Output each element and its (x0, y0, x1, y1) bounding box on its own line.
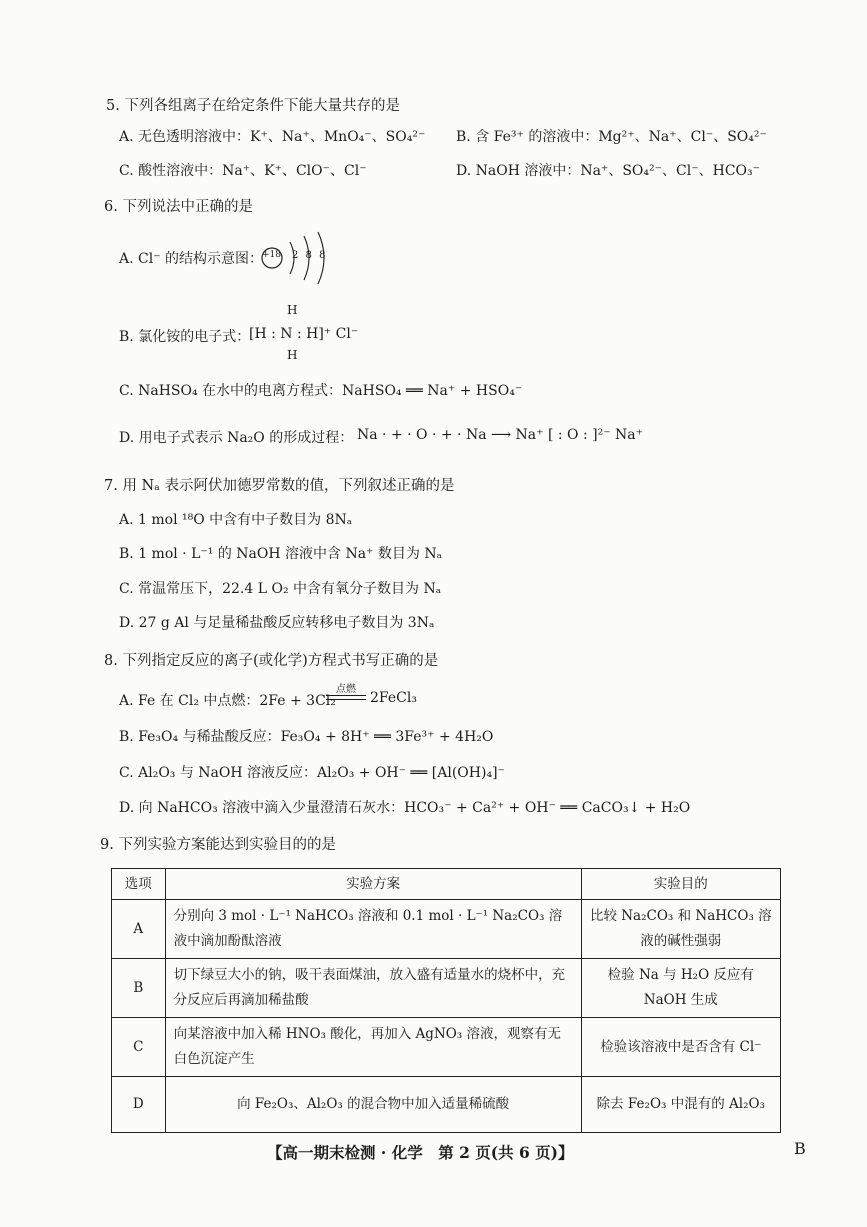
row-option: C (112, 1018, 166, 1077)
nucleus-charge: +18 (262, 250, 281, 260)
table-row (112, 900, 781, 959)
q5-option-b: B. 含 Fe³⁺ 的溶液中：Mg²⁺、Na⁺、Cl⁻、SO₄²⁻ (456, 129, 767, 145)
row-purpose: 检验该溶液中是否含有 Cl⁻ (581, 1018, 780, 1077)
q8-stem: 8. 下列指定反应的离子(或化学)方程式书写正确的是 (104, 653, 439, 669)
q7-option-a: A. 1 mol ¹⁸O 中含有中子数目为 8Nₐ (119, 512, 353, 528)
q5-option-d: D. NaOH 溶液中：Na⁺、SO₄²⁻、Cl⁻、HCO₃⁻ (456, 163, 761, 179)
q7-option-b: B. 1 mol · L⁻¹ 的 NaOH 溶液中含 Na⁺ 数目为 Nₐ (119, 546, 442, 562)
reaction-equals-bottom (326, 699, 366, 700)
q8-option-c: C. Al₂O₃ 与 NaOH 溶液反应：Al₂O₃ + OH⁻ ══ [Al(OH)₄]⁻ (119, 765, 505, 781)
header-purpose: 实验目的 (581, 869, 780, 900)
q6-option-a-label: A. Cl⁻ 的结构示意图： (119, 251, 264, 267)
table-row (112, 959, 781, 1018)
row-purpose: 除去 Fe₂O₃ 中混有的 Al₂O₃ (581, 1077, 780, 1133)
q9-stem: 9. 下列实验方案能达到实验目的的是 (100, 837, 336, 853)
reaction-condition: 点燃 (336, 684, 356, 695)
q6-stem: 6. 下列说法中正确的是 (104, 199, 253, 215)
q8-option-b: B. Fe₃O₄ 与稀盐酸反应：Fe₃O₄ + 8H⁺ ══ 3Fe³⁺ + 4H₂O (119, 729, 494, 745)
q5-option-a: A. 无色透明溶液中：K⁺、Na⁺、MnO₄⁻、SO₄²⁻ (119, 129, 426, 145)
header-option: 选项 (112, 869, 166, 900)
row-option: B (112, 959, 166, 1018)
q7-stem: 7. 用 Nₐ 表示阿伏加德罗常数的值，下列叙述正确的是 (104, 478, 455, 494)
header-plan: 实验方案 (165, 869, 581, 900)
row-option: A (112, 900, 166, 959)
q8-option-a-right: 2FeCl₃ (370, 690, 417, 706)
sodium-oxide-formation-formula: Na · + · O · + · Na ⟶ Na⁺ [ : O : ]²⁻ Na⁺ (357, 427, 644, 443)
row-plan: 分别向 3 mol · L⁻¹ NaHCO₃ 溶液和 0.1 mol · L⁻¹ Na₂CO₃ 溶液中滴加酚酞溶液 (165, 900, 581, 959)
row-option: D (112, 1077, 166, 1133)
q8-option-d: D. 向 NaHCO₃ 溶液中滴入少量澄清石灰水：HCO₃⁻ + Ca²⁺ + OH⁻ ══ CaCO₃↓ + H₂O (119, 800, 691, 816)
row-plan: 切下绿豆大小的钠，吸干表面煤油，放入盛有适量水的烧杯中，充分反应后再滴加稀盐酸 (165, 959, 581, 1018)
row-purpose: 检验 Na 与 H₂O 反应有 NaOH 生成 (581, 959, 780, 1018)
row-plan: 向某溶液中加入稀 HNO₃ 酸化，再加入 AgNO₃ 溶液，观察有无白色沉淀产生 (165, 1018, 581, 1077)
q8-option-a-left: A. Fe 在 Cl₂ 中点燃：2Fe + 3Cl₂ (119, 693, 336, 709)
row-purpose: 比较 Na₂CO₃ 和 NaHCO₃ 溶液的碱性强弱 (581, 900, 780, 959)
table-header-row (112, 869, 781, 900)
q7-option-d: D. 27 g Al 与足量稀盐酸反应转移电子数目为 3Nₐ (119, 615, 435, 631)
q5-option-c: C. 酸性溶液中：Na⁺、K⁺、ClO⁻、Cl⁻ (119, 163, 367, 179)
reaction-equals-top (326, 695, 366, 696)
ammonium-chloride-formula: [H : N : H]⁺ Cl⁻ (249, 326, 359, 342)
table-row (112, 1018, 781, 1077)
chloride-ion-structure-diagram (260, 228, 340, 284)
nh4-top-h: H (287, 303, 298, 317)
table-row (112, 1077, 781, 1133)
experiment-table (111, 868, 781, 1133)
nh4-bottom-h: H (287, 348, 298, 362)
electron-shells: 2 8 8 (292, 250, 326, 261)
q5-stem: 5. 下列各组离子在给定条件下能大量共存的是 (106, 98, 400, 114)
paper-version: B (794, 1139, 806, 1158)
q6-option-c: C. NaHSO₄ 在水中的电离方程式：NaHSO₄ ══ Na⁺ + HSO₄⁻ (119, 383, 523, 399)
page-footer: 【高一期末检测 · 化学 第 2 页(共 6 页)】 (267, 1143, 574, 1162)
q7-option-c: C. 常温常压下，22.4 L O₂ 中含有氧分子数目为 Nₐ (119, 581, 442, 597)
q6-option-d-label: D. 用电子式表示 Na₂O 的形成过程： (119, 430, 354, 446)
row-plan: 向 Fe₂O₃、Al₂O₃ 的混合物中加入适量稀硫酸 (165, 1077, 581, 1133)
q6-option-b-label: B. 氯化铵的电子式： (119, 329, 251, 345)
